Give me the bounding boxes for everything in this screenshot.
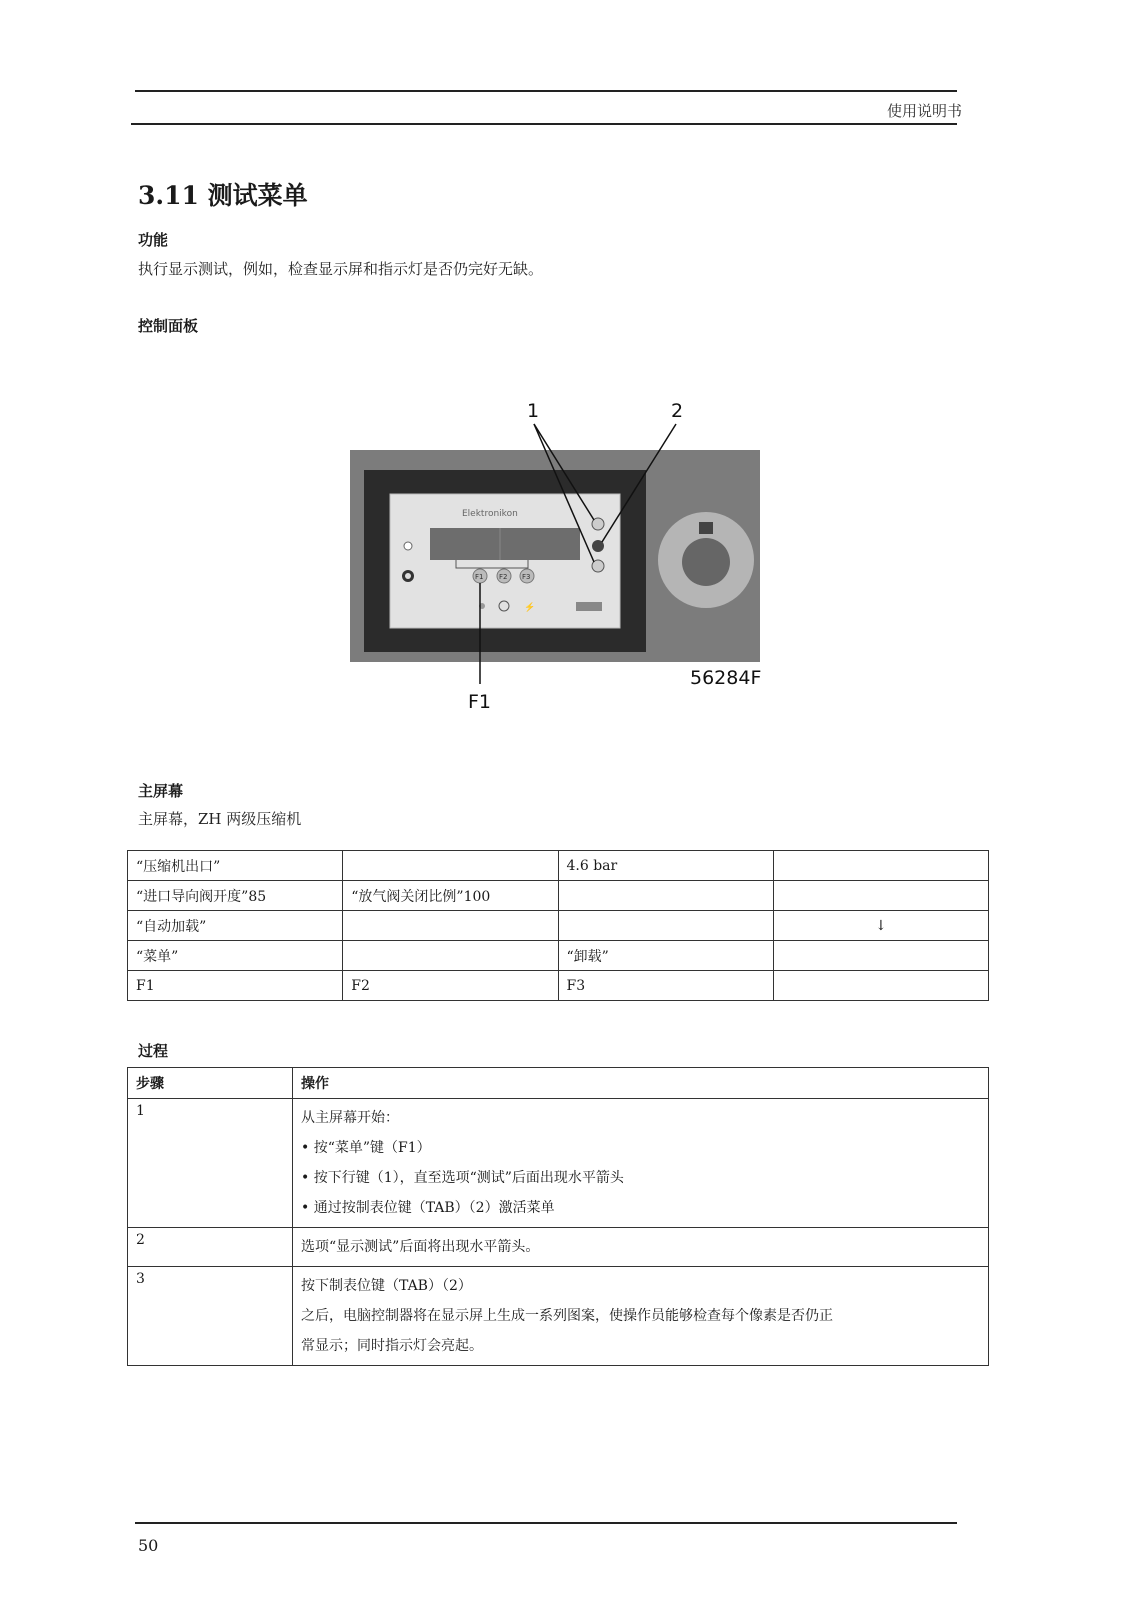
- procedure-table: [127, 1067, 989, 1366]
- table-row: [128, 851, 989, 881]
- svg-text:⚡: ⚡: [524, 603, 536, 613]
- action-line: 常显示；同时指示灯会亮起。: [301, 1338, 483, 1354]
- controller-brand: Elektronikon: [462, 509, 518, 519]
- header-bottom-rule: [131, 123, 957, 125]
- control-panel-figure: [350, 400, 780, 745]
- function-text: 执行显示测试，例如，检查显示屏和指示灯是否仍完好无缺。: [138, 260, 544, 278]
- table-cell: “自动加载”: [128, 911, 343, 941]
- step-action: [293, 1267, 989, 1366]
- table-cell: F2: [343, 971, 558, 1001]
- table-cell: 4.6 bar: [558, 851, 773, 881]
- f2-key-label: F2: [499, 573, 508, 581]
- main-screen-caption: 主屏幕，ZH 两级压缩机: [138, 810, 302, 828]
- table-cell: [773, 851, 988, 881]
- table-cell: [773, 881, 988, 911]
- step-number: 1: [128, 1099, 293, 1228]
- main-screen-table: [127, 850, 989, 1001]
- procedure-heading: 过程: [138, 1042, 169, 1060]
- callout-2: 2: [671, 400, 684, 422]
- step-number: 3: [128, 1267, 293, 1366]
- table-row: [128, 1267, 989, 1366]
- emergency-stop-button: [682, 538, 730, 586]
- table-row: [128, 881, 989, 911]
- action-line: 从主屏幕开始：: [301, 1110, 399, 1126]
- function-keys: [473, 569, 534, 583]
- table-cell: [558, 911, 773, 941]
- f3-key-label: F3: [522, 573, 531, 581]
- f1-key-label: F1: [475, 573, 484, 581]
- table-row: [128, 1228, 989, 1267]
- table-cell: “菜单”: [128, 941, 343, 971]
- table-cell: “放气阀关闭比例”100: [343, 881, 558, 911]
- table-row: [128, 971, 989, 1001]
- callout-1: 1: [527, 400, 540, 422]
- page-number: 50: [138, 1536, 159, 1555]
- action-line: 选项“显示测试”后面将出现水平箭头。: [301, 1239, 540, 1255]
- header-top-rule: [135, 90, 957, 92]
- table-cell: F3: [558, 971, 773, 1001]
- column-header-action: 操作: [293, 1068, 989, 1099]
- display-window: [430, 528, 580, 560]
- action-line: • 按“菜单”键（F1）: [301, 1140, 431, 1156]
- indicator-led: [404, 542, 412, 550]
- figure-code: 56284F: [690, 667, 762, 689]
- table-cell: [773, 971, 988, 1001]
- table-row: [128, 1099, 989, 1228]
- action-line: • 按下行键（1），直至选项“测试”后面出现水平箭头: [301, 1170, 624, 1186]
- callout-f1: F1: [468, 691, 492, 713]
- table-cell: F1: [128, 971, 343, 1001]
- footer-rule: [135, 1522, 957, 1524]
- column-header-step: 步骤: [128, 1068, 293, 1099]
- table-cell: “压缩机出口”: [128, 851, 343, 881]
- step-number: 2: [128, 1228, 293, 1267]
- page-title: 3.11 测试菜单: [138, 181, 308, 210]
- control-panel-heading: 控制面板: [138, 317, 199, 335]
- table-cell: “卸载”: [558, 941, 773, 971]
- table-row: [128, 911, 989, 941]
- down-arrow-cell: ↓: [773, 911, 988, 941]
- table-cell: [343, 941, 558, 971]
- table-cell: [558, 881, 773, 911]
- table-cell: [343, 851, 558, 881]
- main-screen-heading: 主屏幕: [138, 782, 184, 800]
- step-action: [293, 1228, 989, 1267]
- table-cell: [343, 911, 558, 941]
- action-line: 按下制表位键（TAB）（2）: [301, 1278, 472, 1294]
- table-cell: “进口导向阀开度”85: [128, 881, 343, 911]
- step-action: [293, 1099, 989, 1228]
- brand-logo: [576, 602, 602, 611]
- function-heading: 功能: [138, 231, 169, 249]
- table-header-row: [128, 1068, 989, 1099]
- table-cell: [773, 941, 988, 971]
- header-label: 使用说明书: [886, 102, 962, 120]
- table-row: [128, 941, 989, 971]
- action-line: 之后，电脑控制器将在显示屏上生成一系列图案，使操作员能够检查每个像素是否仍正: [301, 1308, 833, 1324]
- action-line: • 通过按制表位键（TAB）（2）激活菜单: [301, 1200, 555, 1216]
